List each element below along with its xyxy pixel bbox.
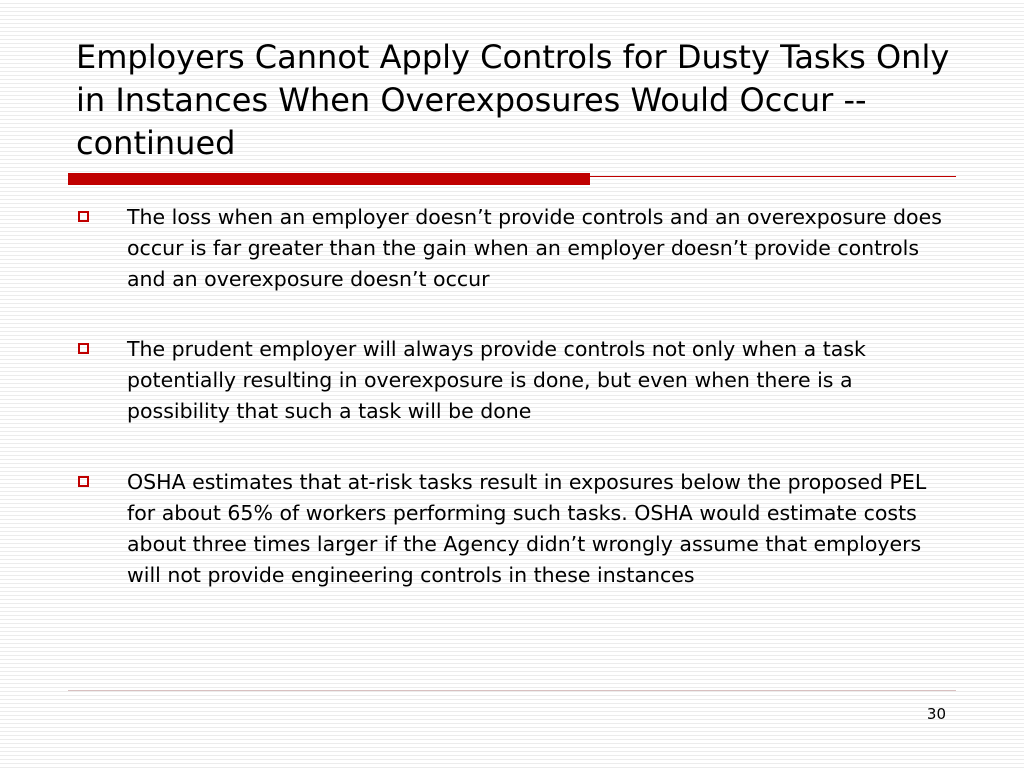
hollow-square-bullet-icon: [78, 343, 89, 354]
slide-title: Employers Cannot Apply Controls for Dusty Tasks Only in Instances When Overexposures Would Occur -- continued: [76, 38, 950, 162]
footer-divider: [68, 690, 956, 691]
bullet-list: [76, 202, 956, 630]
bullet-item: [76, 467, 956, 591]
bullet-text: The loss when an employer doesn’t provide controls and an overexposure does occur is far greater than the gain when an employer doesn’t provide controls and an overexposure doesn’t occur: [127, 205, 942, 291]
bullet-text: OSHA estimates that at-risk tasks result in exposures below the proposed PEL for about 65% of workers performing such tasks. OSHA would estimate costs about three times larger if the Agency didn’t wrongly assume that employers will not provide engineering controls in these instances: [127, 470, 927, 587]
title-divider: [68, 173, 956, 188]
bullet-item: [76, 334, 956, 427]
bullet-item: [76, 202, 956, 295]
page-number: 30: [926, 705, 946, 723]
hollow-square-bullet-icon: [78, 211, 89, 222]
title-divider-thick-bar: [68, 173, 590, 185]
hollow-square-bullet-icon: [78, 476, 89, 487]
bullet-text: The prudent employer will always provide controls not only when a task potentially resulting in overexposure is done, but even when there is a possibility that such a task will be done: [127, 337, 866, 423]
